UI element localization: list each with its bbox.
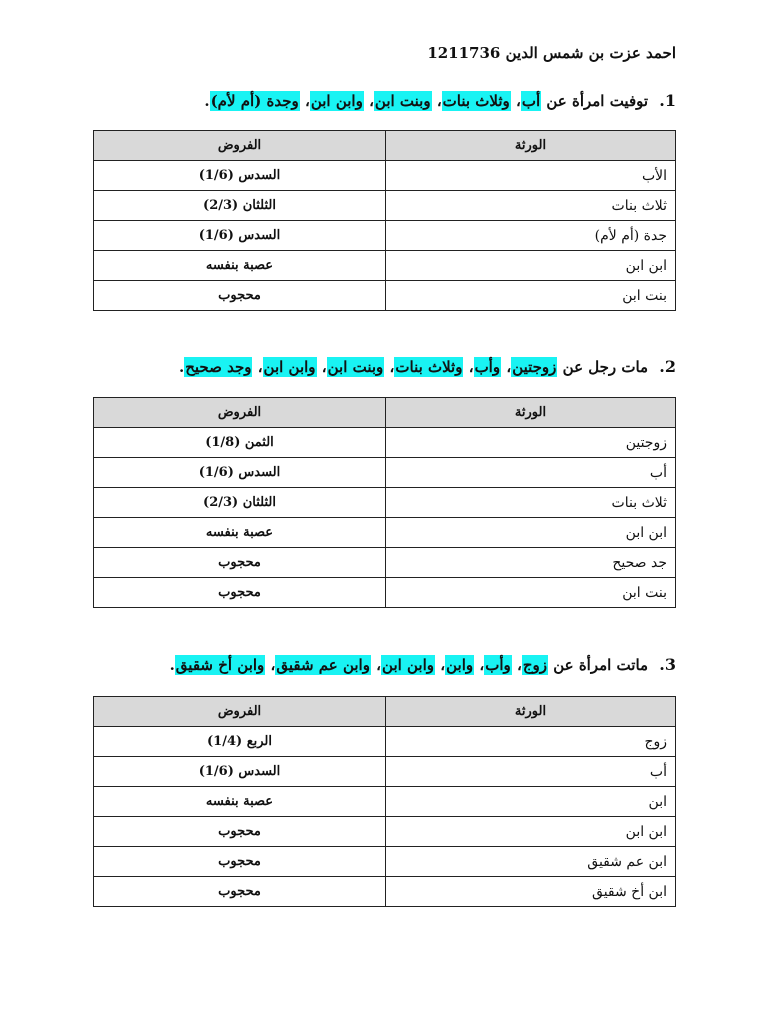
question-text-segment: ، [265, 656, 276, 674]
author-line [427, 44, 676, 62]
heirs-column-header: الورثة [386, 697, 676, 727]
highlighted-heir: وابن ابن [382, 656, 435, 674]
question-text-segment: ماتت امرأة عن [548, 656, 654, 674]
heir-cell: أب [386, 757, 676, 787]
question-1 [204, 89, 676, 113]
question-number: 2. [659, 357, 676, 376]
share-cell: محجوب [94, 817, 386, 847]
highlighted-heir: وأب [485, 656, 511, 674]
question-text [179, 357, 653, 377]
share-cell: الربع (1/4) [94, 727, 386, 757]
heirs-column-header: الورثة [386, 398, 676, 428]
share-cell: الثلثان (2/3) [94, 191, 386, 221]
share-cell: عصبة بنفسه [94, 518, 386, 548]
table-row [94, 847, 676, 877]
author-name: احمد عزت بن شمس الدين [505, 44, 676, 62]
highlighted-heir: زوج [522, 656, 547, 674]
heir-cell: بنت ابن [386, 578, 676, 608]
question-text-segment: . [204, 92, 210, 110]
shares-column-header: الفروض [94, 131, 386, 161]
question-number: 3. [659, 655, 676, 674]
question-text-segment: . [178, 358, 185, 376]
table-row [94, 518, 676, 548]
table-header-row [94, 131, 676, 161]
question-text [170, 655, 654, 675]
share-cell: محجوب [94, 578, 386, 608]
question-text-segment: ، [474, 656, 485, 674]
question-text-segment: ، [435, 656, 446, 674]
heir-cell: أب [386, 458, 676, 488]
table-row [94, 458, 676, 488]
heir-cell: زوج [386, 727, 676, 757]
share-cell: محجوب [94, 548, 386, 578]
heir-cell: الأب [386, 161, 676, 191]
highlighted-heir: وبنت ابن [327, 358, 384, 376]
share-cell: السدس (1/6) [94, 757, 386, 787]
share-cell: السدس (1/6) [94, 458, 386, 488]
table-row [94, 757, 676, 787]
shares-column-header: الفروض [94, 398, 386, 428]
heir-cell: ابن عم شقيق [386, 847, 676, 877]
question-text-segment: ، [511, 656, 522, 674]
heirs-table-2 [93, 397, 676, 608]
student-id: 1211736 [427, 44, 501, 62]
question-text-segment: توفيت امرأة عن [541, 92, 654, 110]
table-row [94, 578, 676, 608]
heir-cell: ابن ابن [386, 817, 676, 847]
shares-column-header: الفروض [94, 697, 386, 727]
table-row [94, 488, 676, 518]
highlighted-heir: أب [521, 92, 541, 110]
highlighted-heir: وبنت ابن [374, 92, 431, 110]
share-cell: الثمن (1/8) [94, 428, 386, 458]
heirs-column-header: الورثة [386, 131, 676, 161]
heir-cell: ثلاث بنات [386, 191, 676, 221]
heir-cell: جدة (أم لأم) [386, 221, 676, 251]
question-text-segment: ، [299, 92, 310, 110]
table-row [94, 281, 676, 311]
question-text-segment: ، [363, 92, 374, 110]
table-row [94, 251, 676, 281]
highlighted-heir: وابن [446, 656, 474, 674]
question-text-segment: مات رجل عن [557, 358, 654, 376]
table-row [94, 221, 676, 251]
heir-cell: ابن ابن [386, 251, 676, 281]
question-3 [170, 653, 676, 677]
question-text-segment: ، [431, 92, 442, 110]
question-text-segment: ، [252, 358, 263, 376]
table-row [94, 428, 676, 458]
highlighted-heir: وأب [474, 358, 501, 376]
table-row [94, 877, 676, 907]
share-cell: محجوب [94, 847, 386, 877]
heir-cell: زوجتين [386, 428, 676, 458]
table-row [94, 191, 676, 221]
question-text-segment: ، [510, 92, 521, 110]
question-text [204, 91, 653, 111]
table-row [94, 787, 676, 817]
share-cell: عصبة بنفسه [94, 787, 386, 817]
question-text-segment: ، [370, 656, 382, 674]
table-row [94, 161, 676, 191]
heirs-table-3 [93, 696, 676, 907]
table-row [94, 817, 676, 847]
question-2 [179, 355, 676, 379]
heir-cell: جد صحيح [386, 548, 676, 578]
highlighted-heir: وثلاث بنات [395, 358, 463, 376]
question-text-segment: ، [316, 358, 327, 376]
table-header-row [94, 398, 676, 428]
table-header-row [94, 697, 676, 727]
question-text-segment: . [169, 656, 175, 674]
share-cell: عصبة بنفسه [94, 251, 386, 281]
share-cell: محجوب [94, 877, 386, 907]
question-text-segment: ، [501, 358, 512, 376]
highlighted-heir: وجدة (أم لأم) [210, 92, 299, 110]
heir-cell: ثلاث بنات [386, 488, 676, 518]
table-row [94, 548, 676, 578]
question-text-segment: ، [384, 358, 395, 376]
highlighted-heir: وجد صحيح [185, 358, 252, 376]
highlighted-heir: زوجتين [512, 358, 557, 376]
share-cell: السدس (1/6) [94, 161, 386, 191]
share-cell: السدس (1/6) [94, 221, 386, 251]
heir-cell: ابن [386, 787, 676, 817]
highlighted-heir: وثلاث بنات [442, 92, 510, 110]
highlighted-heir: وابن ابن [263, 358, 316, 376]
table-row [94, 727, 676, 757]
share-cell: الثلثان (2/3) [94, 488, 386, 518]
heir-cell: بنت ابن [386, 281, 676, 311]
heirs-table-1 [93, 130, 676, 311]
highlighted-heir: وابن أخ شقيق [175, 656, 265, 674]
share-cell: محجوب [94, 281, 386, 311]
question-text-segment: ، [463, 358, 474, 376]
highlighted-heir: وابن عم شقيق [276, 656, 370, 674]
highlighted-heir: وابن ابن [310, 92, 363, 110]
heir-cell: ابن أخ شقيق [386, 877, 676, 907]
question-number: 1. [659, 91, 676, 110]
heir-cell: ابن ابن [386, 518, 676, 548]
